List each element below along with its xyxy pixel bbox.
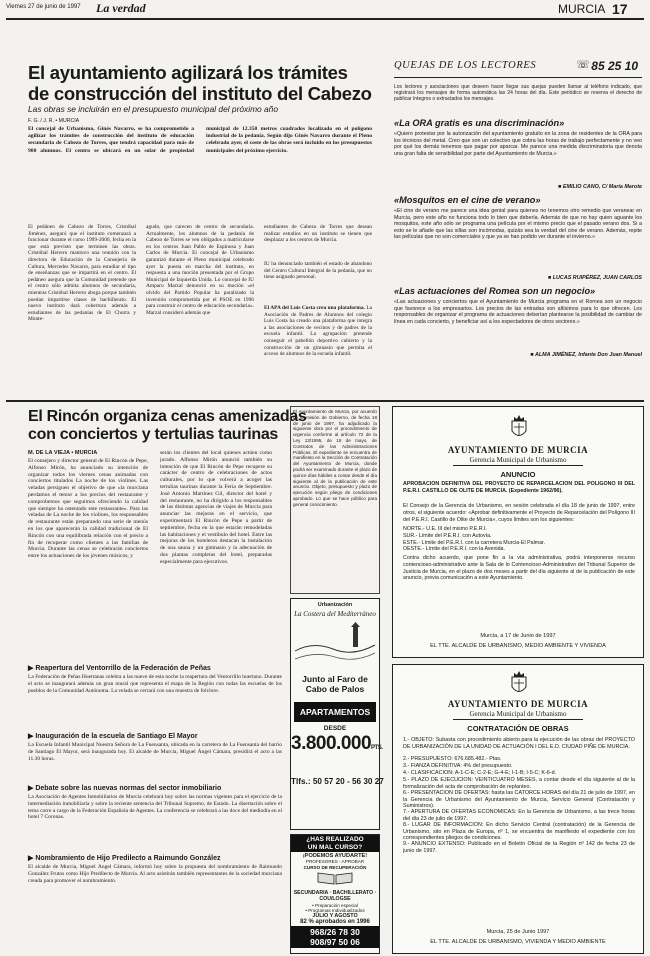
notice-org: AYUNTAMIENTO DE MURCIA [447,445,589,455]
brief-title: ▶ Debate sobre las nuevas normas del sector inmobiliario [28,785,222,792]
faro-text [291,674,379,694]
notice-heading: CONTRATACIÓN DE OBRAS [467,724,569,733]
notice-dept: Gerencia Municipal de Urbanismo [469,710,567,718]
official-notice-1 [392,406,644,658]
section-divider [6,400,644,402]
brief-title: ▶ Reapertura del Ventorrillo de la Federación de Peñas [28,665,211,672]
price-value: 3.800.000 [291,733,372,754]
complaint-text: «El cine de verano me parece una idea genial para quienes no tenemos otro remedio que veranear en Murcia, pero este año no funciona todo lo bien que debería. Además de que no hay quien aguante los mosquitos, este año sólo se programa una película por el mismo precio que el pasado verano dos. Si a esto se le añade que las sillas son incómodas, quizás sea la verdad del cine de verano. Además, repite las películas que no son comerciales y que ya se han podido ver durante el invierno.» [394,208,642,241]
brief-title: ▶ Nombramiento de Hijo Predilecto a Raimundo González [28,855,221,862]
section-name: MURCIA [558,2,606,16]
coat-of-arms-icon [509,669,529,697]
academy-months: JULIO Y AGOSTO [312,913,358,919]
complaint-title: «Las actuaciones del Romea son un negocio» [394,286,596,296]
limit-west: OESTE.- Límite del P.E.R.I. con la Avenida. [403,546,505,553]
masthead: La verdad [96,1,146,15]
lead-subtitle: Las obras se incluirán en el presupuesto municipal del próximo año [28,104,278,114]
brief-title-text: Debate sobre las nuevas normas del sector inmobiliario [35,785,222,792]
book-icon [316,871,354,885]
notice-rule [453,719,583,720]
news-briefs [28,664,282,954]
lead-intro: El concejal de Urbanismo, Ginés Navarro, se ha comprometido a agilizar los trámites de construcción del instituto de educación secundaria de Cabezo de Torres, que tendrá capacidad para más de 900 alumnos. El centro se ubicará en un solar de propiedad municipal de 12.350 metros cuadrados localizado en el polígono industrial de la pedanía. Según dijo Ginés Navarro durante el Pleno celebrado ayer, el coste de las obras será incluido en los presupuestos municipales del próximo ejercicio. [28,126,372,154]
limit-east: ESTE.- Límite del P.E.R.I. con la carretera Murcia-El Palmar. [403,539,546,546]
notice-lead: APROBACIÓN DEFINITIVA DEL PROYECTO DE REPARCELACIÓN DEL POLÍGONO III DEL P.E.R.I. CASTILLO DE OLITE DE MURCIA. (Expediente 1962/96). [403,481,635,494]
notice-body-2: Contra dicho acuerdo, que pone fin a la vía administrativa, podrá interponerse recurso contencioso-administrativo ante la Sala de lo Contencioso-Administrativo del Tribunal Superior de Justicia de Murcia, en el plazo de dos meses a partir del día siguiente al de la publicación de este anuncio, previa comunicación a este Ayuntamiento. [403,555,635,582]
lead-col1: El pedáneo de Cabezo de Torres, Cristóbal Jiménez, aseguró que el instituto comenzará a funcionar durante el curso 1999-2000, fecha en la que está previsto que terminen las obras. Cristóbal Herrero mantuvo una reunión con la directora de Educación de la Consejería de Cultura, Mercedes Navarro, para estudiar el tipo de enseñanzas que se impartirá en el centro. El pedáneo asegura que la Comunidad pretende que el centro sólo admita alumnos de secundaria, mientras Cristóbal Herrero aboga porque también puedan impartirse clases de bachillerato. El nuevo instituto dará cobertura además a estudiantes de las pedanías de El Churra y Monte- [28,224,136,323]
urb-brand: La Costera del Mediterráneo [294,610,376,618]
notice-rule [453,465,583,466]
complaint-signature: ■ ALMA JIMÉNEZ, Infante Don Juan Manuel [530,352,642,358]
complaints-title: QUEJAS DE LOS LECTORES [394,60,537,71]
complaints-phone: 85 25 10 [591,59,638,73]
rincon-byline: M. DE LA VIEJA • MURCIA [28,450,98,456]
phone-icon: ☏ [576,59,590,71]
urb-label: Urbanización [317,602,353,608]
academy-phones [291,926,379,948]
faro-line2: Cabo de Palos [305,684,365,694]
lead-col2: agudo, que carecen de centro de secundaria. Actualmente, los alumnos de la pedanía de Cabezo de Torres se ven obligados a matricularse en los centros Juan Pablo de Espinosa y Juan Carlos de Murcia. El concejal de Urbanismo garantizó durante el Pleno municipal celebrado ayer la puesta en marcha del instituto, en respuesta a una moción presentada por el Grupo Municipal de Izquierda Unida. Lo concejal de IU Amparo Marzal denunció en su moción «el olvido del Partido Popular ha paralizado la inversión comprometida por el PSOE en 1996 para construir el centro de educación secundaria». Marzal consideró además que [146,224,254,316]
notice-dept: Gerencia Municipal de Urbanismo [469,456,567,464]
apartments-ad [290,598,384,830]
reader-complaints [394,56,642,394]
ads-column [290,406,384,954]
brief-item [28,854,282,924]
rincon-col2: serán los clientes del local quienes actúen como jurado. Alfonso Mirón anunció también su intención de que El Rincón de Pepe recupere su carácter de centro de celebraciones de actos culturales, por lo que volverá a acoger las tertulias taurinas durante la Feria de Septiembre. José Antonio Martínez Gil, director del hotel y del restaurante, no ha dirigido a los responsables de las distintas agencias de viajes de Murcia para anunciar las mejoras en el servicio, que experimentará El Rincón de Pepe a partir de septiembre, fecha en la que estarán remodeladas las habitaciones y el vestíbulo del hotel. Entre las mejoras de los hoteleros destacan la instalación de una sauna y un gimnasio y la adecuación de dos plantas completas del hotel, preparadas especialmente para ejecutivos. [160,450,272,565]
official-notice-2 [392,664,644,954]
contract-item: 2.- PRESUPUESTO: 676.685.482.- Ptas. [403,756,502,762]
academy-pass-rate: 82 % aprobados en 1996 [300,919,370,925]
academy-tagline: ¡PODEMOS AYUDARTE! [302,853,368,859]
complaint-signature-text: LUCAS RUIPÉREZ, JUAN CARLOS [552,275,642,281]
complaint-signature: ■ EMILIO CANO, C/ María Marote [558,184,642,190]
contract-item: 9.- ANUNCIO EXTENSO: Publicado en el Boletín Oficial de la Región nº 142 de fecha 23 de junio de 1997. [403,841,635,854]
contract-items [403,737,635,854]
lead-col3 [264,224,372,384]
lead-headline-line2: de construcción del instituto del Cabezo [28,83,372,104]
notice-org: AYUNTAMIENTO DE MURCIA [447,699,589,709]
price [291,733,383,755]
academy-feature-1: • Preparación especial [312,903,358,908]
brief-title: ▶ Inauguración de la escuela de Santiago El Mayor [28,733,198,740]
brief-item [28,732,282,784]
academy-slogan: PROFESORES - APROBAR [305,859,365,864]
academy-feature-2: • Programas Individualizados [305,908,365,913]
complaint-item [394,118,642,190]
contract-item: 5.- PLAZO DE EJECUCIÓN: VEINTICUATRO MESES, a contar desde el día siguiente al de la formalización del acta de comprobación de replanteo. [403,777,635,790]
lead-col3-subhead: El APA del Luis Costa crea una plataforma. [264,305,365,311]
notice-heading: ANUNCIO [500,470,536,479]
lead-col3-para1: estudiantes de Cabezo de Torres que desean realizar estudios en un instituto se tienen que desplazar a los centros de Murcia. [264,224,372,244]
page-number: 17 [612,1,628,17]
coastline-drawing [293,621,377,665]
lead-col3-para3-text: La Asociación de Padres de Alumnos del colegio Luis Costa ha creado una plataforma que integra a las asociaciones de vecinos y de padres de la escuela infantil. La agrupación pretende conseguir el pabellón deportivo cubierto y la construcción de un gimnasio que permita el acceso de alumnos de la escuela infantil. [264,305,372,358]
apartments-phones: Tlfs.: 50 57 20 - 56 30 27 [291,777,384,786]
complaint-item [394,195,642,281]
lead-headline [28,62,372,104]
brief-text: La Escuela Infantil Municipal Nuestra Señora de La Fuensanta, ubicada en la carretera de La Fuensanta del barrio de Santiago El Mayor, será inaugurada hoy. El alcalde de Murcia, Miguel Ángel Cámara, presidirá el acto a las 11.30 horas. [28,742,282,762]
complaint-title: «Mosquitos en el cine de verano» [394,195,541,205]
complaint-text: «Las actuaciones y conciertos que el Ayuntamiento de Murcia programa en el Romea son un negocio que favorece a los empresarios. Los precios de las entradas son altísimos para lo que ofrecen. Los responsables de organizar el programa de actuaciones deberían plantearse la posibilidad de cambiar de línea en cada concierto, y beneficiar así a los espectadores de otros sectores.» [394,299,642,325]
brief-title-text: Nombramiento de Hijo Predilecto a Raimundo González [35,855,221,862]
brief-text: El alcalde de Murcia, Miguel Ángel Cámara, informó hoy sobre la propuesta del nombramiento de Raimundo González Frutos como Hijo Predilecto de Murcia. Al acto asistirán también representantes de la sociedad murciana creada para promover el nombramiento. [28,864,282,884]
contract-item: 3.- FIANZA DEFINITIVA: 4% del presupuesto. [403,763,513,769]
academy-question-line2: UN MAL CURSO? [307,843,363,851]
limit-north: NORTE.- U.E. III del mismo P.E.R.I. [403,526,487,532]
rincon-col1: El consejero y director general de El Rincón de Pepe, Alfonso Mirón, ha anunciado su intención de organizar todos los viernes cenas animadas con conciertos titulados La noche de los violines. Las veladas persiguen el objetivo de que «la murciana perdamos el temor a los precios del restaurante y comprobemos que seguimos ofreciendo la calidad que siempre ha ostentado este restaurante». Para las veladas de La noche de los violines, los responsables de restaurante están preparando una serie de menús en los que aparecerán la calidad tradicional de El Rincón con una equilibrada relación con el precio a fin de recuperar como clientes a las familias de Murcia. Durante las cenas se celebrarán conciertos entre los actuaciones de los jóvenes músicos, y [28,458,148,560]
complaint-signature-text: EMILIO CANO, C/ María Marote [562,184,642,190]
complaint-text: «Quiero protestar por la autorización del ayuntamiento gratuito en la zona de residentes de la ORA para los técnicos del metal. Creo que son un colectivo que cobra las horas de trabajo perfectamente y no veo por qué los demás tenemos que pagar por aparcar. Me parece una medida discriminatoria que denota una gran falta de sensibilidad por parte del Ayuntamiento de Murcia.» [394,131,642,157]
rincon-headline-line2: con conciertos y tertulias taurinas [28,426,279,443]
brief-text: La Federación de Peñas Huertanas celebra a las nueve de esta noche la reapertura del Ventorrillo huertano. Durante el acto se inaugurará además un gran mural que representa el mapa de la Región con todas las escuelas de los pueblos de la Comunidad Autónoma. La velada se cerrará con una muestra de folclore. [28,674,282,694]
notice-limits [403,526,635,553]
rincon-headline [28,408,307,444]
notice-body: El Consejo de la Gerencia de Urbanismo, en sesión celebrada el día 18 de junio de 1997, entre otros, el siguiente acuerdo: «Aprobar definitivamente el Proyecto de Reparcelación del Polígono III del P.E.R.I. Castillo de Olite de Murcia», cuyos límites son los siguientes: [403,503,635,523]
contract-item: 6.- PRESENTACIÓN DE OFERTAS: hasta las CATORCE HORAS del día 21 de julio de 1997, en la Gerencia de Urbanismo del Ayuntamiento de Murcia, Servicio General (Contratación y Suministros). [403,790,635,809]
apartments-label: APARTAMENTOS [294,702,376,722]
academy-question-line1: ¿HAS REALIZADO [306,836,364,843]
complaint-signature: ■ LUCAS RUIPÉREZ, JUAN CARLOS [547,275,642,281]
complaints-header [394,56,642,78]
academy-ad [290,834,380,954]
brief-title-text: Reapertura del Ventorrillo de la Federación de Peñas [35,665,211,672]
complaints-intro: Los lectores y asociaciones que deseen hacer llegar sus quejas pueden llamar al teléfono indicado, que registrará los mensajes de forma automática las 24 horas del día. Este periódico se reserva el derecho de publicar íntegros o extractados los mensajes. [394,84,642,103]
contract-item: 8.- LUGAR DE INFORMACIÓN: En dicho Servicio Central (contratación) de la Gerencia de Urbanismo, sito en Plaza de Europa, nº 1, se encuentra de manifiesto el expediente con los correspondientes pliegos de condiciones. [403,822,635,841]
header-rule [6,18,644,20]
legal-notice: El Ayuntamiento de Murcia, por acuerdo de Comisión de Gobierno, de fecha 18 de junio de 1997, ha adjudicado la siguiente obra por el procedimiento de urgencia conforme al artículo 72 de la Ley 13/1995, de 18 de mayo, de Contratos de las Administraciones Públicas. El expediente se encuentra de manifiesto en la Sección de Contratación del Ayuntamiento de Murcia, donde podrá ser examinado durante el plazo de quince días hábiles a contar desde el día siguiente al de la publicación de este anuncio. Objeto, presupuesto y plazo de ejecución según pliego de condiciones aprobado. Lo que se hace público para general conocimiento. [290,406,380,594]
academy-phone-1: 968/26 78 30 [310,927,360,937]
academy-question [291,835,379,852]
contract-item: 4.- CLASIFICACIÓN: A-1-C-E; C-2-E; G-4-E; I-1-B; I-5-C; K-6-d. [403,770,557,776]
notice-signature: EL TTE. ALCALDE DE URBANISMO, MEDIO AMBIENTE Y VIVIENDA [430,643,606,649]
limit-south: SUR.- Límite del P.E.R.I. con Autovía. [403,532,492,539]
contract-item: 1.- OBJETO: Subasta con procedimiento abierto para la ejecución de las obras del PROYECTO DE URBANIZACIÓN DE LA UNIDAD DE ACTUACIÓN I DEL E.D. CIUDAD PIÑE DE MURCIA. [403,737,635,750]
lead-headline-line1: El ayuntamiento agilizará los trámites [28,62,348,83]
faro-line1: Junto al Faro de [302,674,368,684]
lead-col3-para3 [264,305,372,385]
academy-levels: SECUNDARIA · BACHILLERATO · COU/LOGSE [293,890,377,902]
notice-place: Murcia, 25 de Junio 1997 [486,929,550,935]
brief-text: La Asociación de Agentes Inmobiliarios de Murcia celebrará hoy sobre las normas vigentes para el ejercicio de la intermediación inmobiliaria y sobre la reciente sentencia del Tribunal Supremo, de Estado. La disertación sobre el tema corre a cargo de la Federación Española de Agentes. La conferencia se celebrará a las doce del mediodía en el hotel 7 Coronas. [28,794,282,821]
coat-of-arms-icon [509,413,529,441]
brief-item [28,664,282,732]
brief-item [28,784,282,854]
price-currency: PTS. [371,745,383,751]
complaint-signature-text: ALMA JIMÉNEZ, Infante Don Juan Manuel [534,352,642,358]
notice-signature: EL TTE. ALCALDE DE URBANISMO, VIVIENDA Y MEDIO AMBIENTE [430,939,606,945]
academy-phone-2: 908/97 50 06 [310,937,360,947]
complaint-title: «La ORA gratis es una discriminación» [394,118,565,128]
notice-place: Murcia, a 17 de Junio de 1997 [480,633,556,639]
lead-byline: F. G. / J. R. • MURCIA [28,118,80,124]
brief-title-text: Inauguración de la escuela de Santiago El Mayor [35,733,198,740]
rincon-headline-line1: El Rincón organiza cenas amenizadas [28,408,307,425]
header-date: Viernes 27 de junio de 1997 [6,4,81,10]
contract-item: 7.- APERTURA DE OFERTAS ECONÓMICAS: En la Gerencia de Urbanismo, a las trece horas del día 23 de julio de 1997. [403,809,635,822]
complaint-item [394,286,642,358]
lead-col3-para2: IU ha denunciado también el estado de abandono del Centro Cultural Integral de la pedanía, que no tiene asignado personal. [264,261,372,281]
desde-label: DESDE [323,725,347,732]
academy-course: CURSO DE RECUPERACIÓN [303,865,367,870]
